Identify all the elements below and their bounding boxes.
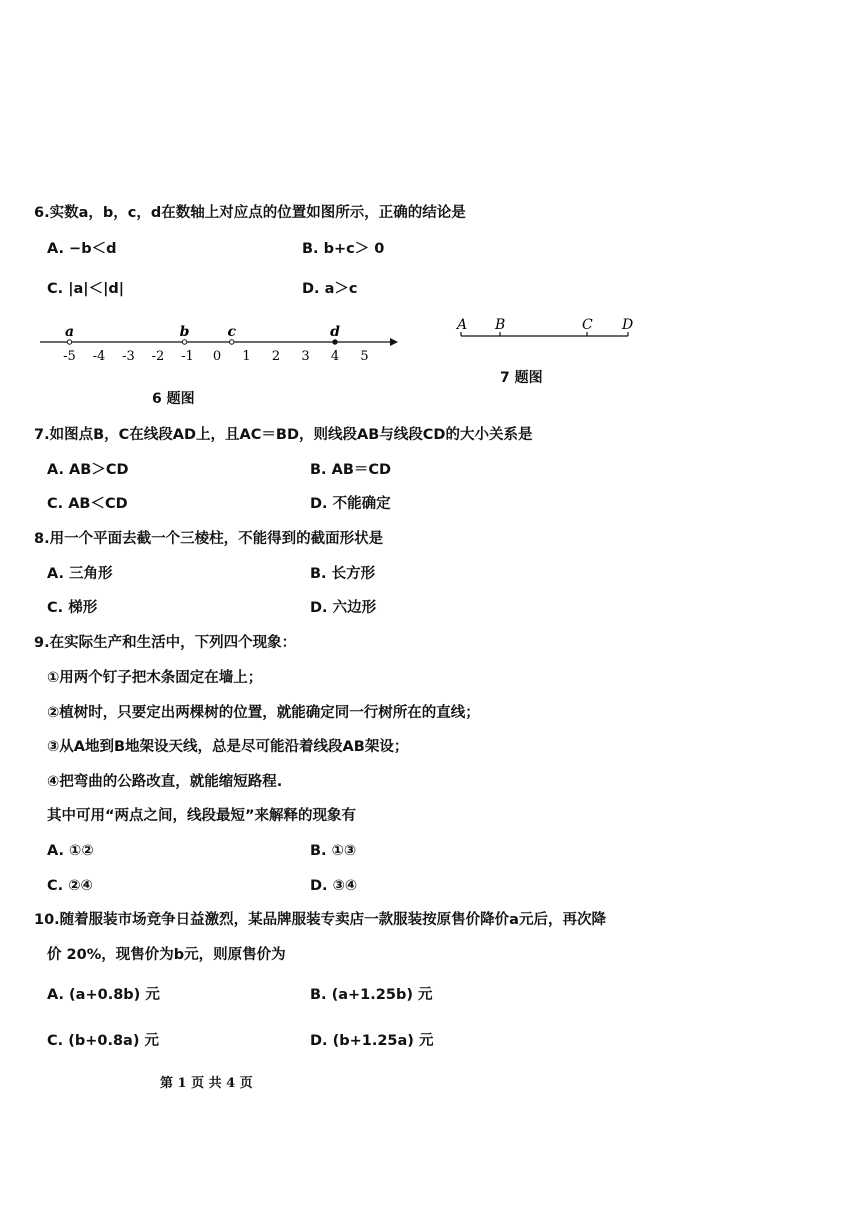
q7-option-a: A. AB＞CD: [47, 462, 129, 478]
segment-figure: [450, 314, 650, 348]
number-line-tick-label: 0: [212, 349, 222, 364]
number-line-point-label: a: [64, 324, 75, 340]
segment-label-c: C: [582, 317, 593, 333]
page-footer: 第 1 页 共 4 页: [160, 1076, 253, 1091]
q9-option-d: D. ③④: [310, 878, 358, 894]
number-line-tick-label: -5: [63, 349, 76, 364]
q10-stem-line2: 价 20%，现售价为b元，则原售价为: [47, 947, 286, 963]
number-line-tick-label: -3: [122, 349, 135, 364]
q9-item-3: ③从A地到B地架设天线，总是尽可能沿着线段AB架设；: [47, 739, 409, 755]
number-line-point-label: b: [179, 324, 190, 340]
number-line-point-label: c: [227, 324, 237, 340]
number-line-point-label: d: [330, 324, 340, 340]
q8-stem: 8.用一个平面去截一个三棱柱，不能得到的截面形状是: [34, 531, 384, 547]
number-line-tick-label: -2: [151, 349, 165, 364]
q6-stem: 6.实数a，b，c，d在数轴上对应点的位置如图所示，正确的结论是: [34, 205, 466, 221]
q9-question: 其中可用“两点之间，线段最短”来解释的现象有: [47, 808, 357, 824]
q10-option-d: D. (b+1.25a) 元: [310, 1033, 434, 1049]
q6-figure-caption: 6 题图: [152, 391, 195, 407]
q10-stem-line1: 10.随着服装市场竞争日益激烈，某品牌服装专卖店一款服装按原售价降价a元后，再次降: [34, 912, 606, 928]
q6-option-c: C. |a|＜|d|: [47, 281, 125, 297]
segment-label-a: A: [457, 317, 468, 333]
number-line-point: [67, 340, 71, 344]
q6-option-b: B. b+c＞ 0: [302, 241, 385, 257]
q10-option-b: B. (a+1.25b) 元: [310, 987, 433, 1003]
q10-option-c: C. (b+0.8a) 元: [47, 1033, 159, 1049]
number-line-tick-label: 5: [360, 349, 369, 364]
q9-option-c: C. ②④: [47, 878, 93, 894]
number-line-point: [333, 340, 337, 344]
segment-label-b: B: [495, 317, 506, 333]
q9-stem: 9.在实际生产和生活中，下列四个现象：: [34, 635, 297, 651]
number-line-tick-label: 1: [242, 349, 251, 364]
q7-stem: 7.如图点B，C在线段AD上，且AC＝BD，则线段AB与线段CD的大小关系是: [34, 427, 533, 443]
q7-figure-caption: 7 题图: [500, 370, 543, 386]
number-line-point: [230, 340, 234, 344]
number-line-tick-label: 2: [271, 349, 281, 364]
segment-label-d: D: [622, 317, 634, 333]
q8-option-b: B. 长方形: [310, 566, 376, 582]
number-line-tick-label: -4: [92, 349, 106, 364]
number-line-tick-label: 3: [301, 349, 310, 364]
q6-option-a: A. −b＜d: [47, 241, 117, 257]
q9-item-1: ①用两个钉子把木条固定在墙上；: [47, 670, 263, 686]
number-line-tick-label: -1: [181, 349, 194, 364]
q7-option-c: C. AB＜CD: [47, 496, 128, 512]
q10-option-a: A. (a+0.8b) 元: [47, 987, 160, 1003]
q9-item-4: ④把弯曲的公路改直，就能缩短路程.: [47, 774, 283, 790]
number-line-tick-label: 4: [330, 349, 340, 364]
q8-option-d: D. 六边形: [310, 600, 377, 616]
q7-option-b: B. AB＝CD: [310, 462, 392, 478]
q7-option-d: D. 不能确定: [310, 496, 391, 512]
q6-option-d: D. a＞c: [302, 281, 358, 297]
q9-option-a: A. ①②: [47, 843, 94, 859]
q9-item-2: ②植树时，只要定出两棵树的位置，就能确定同一行树所在的直线；: [47, 705, 480, 721]
q8-option-c: C. 梯形: [47, 600, 98, 616]
q8-option-a: A. 三角形: [47, 566, 113, 582]
q9-option-b: B. ①③: [310, 843, 357, 859]
number-line-point: [182, 340, 186, 344]
number-line-figure: [0, 310, 420, 370]
